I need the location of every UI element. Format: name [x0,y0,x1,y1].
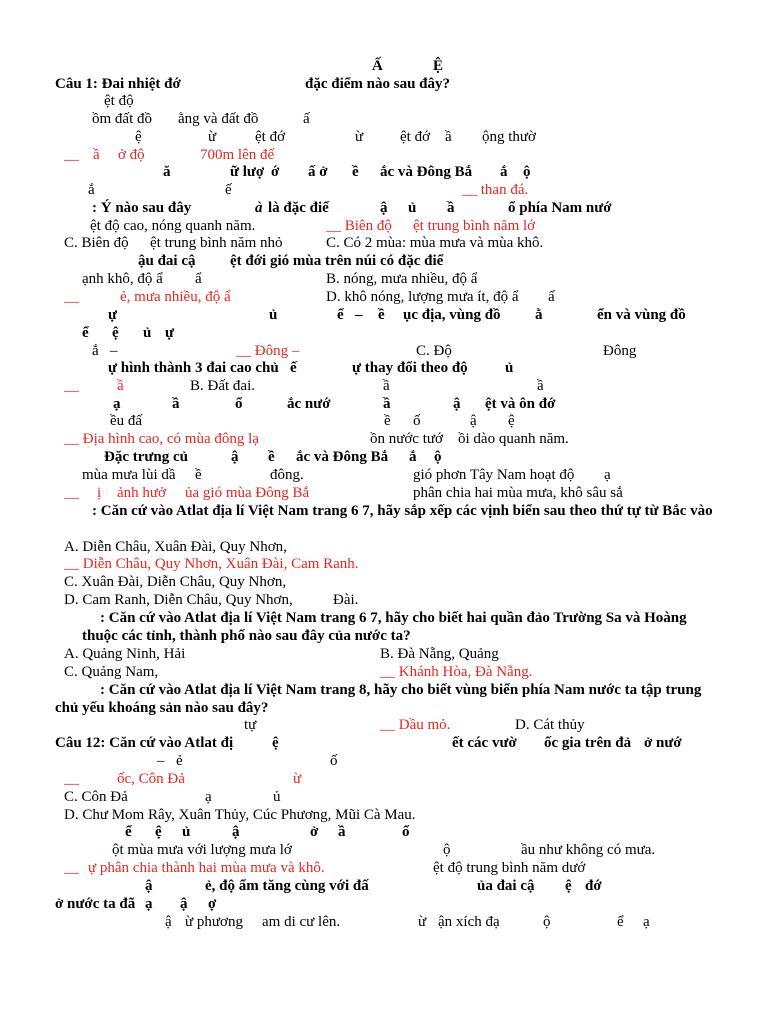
question-text: ệt đới gió mùa trên núi có đặc điể [230,253,444,269]
question-line [0,75,768,93]
question-text: ă [163,164,171,180]
option-line [0,484,768,502]
option-text: ệt đớ [255,129,286,145]
question-text: ề [352,164,359,180]
question-text: ủ [408,200,417,216]
question-text: ắ [500,164,508,180]
option-line [0,466,768,484]
option-line [0,288,768,306]
answer-text: __ Khánh Hòa, Đà Nẵng. [380,664,533,680]
question-line [0,448,768,466]
answer-text: ẻ, mưa nhiều, độ ẩ [120,289,231,305]
question-text: – [355,307,363,323]
question-text: ủ [182,824,191,840]
option-text: ầ [537,378,544,394]
option-text: B. nóng, mưa nhiều, độ ẩ [326,271,478,287]
answer-text: __ than đá. [462,182,529,198]
question-line [0,627,768,645]
question-text: ển và vùng đồ [597,307,686,323]
option-d: D. Chư Mom Rây, Xuân Thủy, Cúc Phương, Mũi Cà Mau. [64,807,416,823]
question-line [0,609,768,627]
question-text: ế [290,360,297,376]
question-text: ầ [172,396,180,412]
answer-marker: __ [64,289,79,305]
question-text: ể [82,325,89,341]
option-text: ạnh khô, độ ẩ [82,271,163,287]
option-line [0,377,768,395]
answer-line [0,770,768,788]
question-text: ậu đai cậ [138,253,196,269]
answer-text: ầ [93,147,100,163]
option-text: ột mùa mưa với lượng mưa lớ [112,842,292,858]
option-text: ủ [273,789,281,805]
question-text: ở nước ta đã [55,896,136,912]
question-text: : Căn cứ vào Atlat địa lí Việt Nam trang 6 7, hãy sắp xếp các vịnh biển sau theo thứ tự từ Bắc vào [92,503,713,519]
option-c: C. Côn Đả [64,789,128,805]
option-c: C. Xuân Đài, Diễn Châu, Quy Nhơn, [64,574,287,590]
question-text: ệ [272,735,279,751]
question-text: ệ [565,878,572,894]
question-line [0,324,768,342]
answer-line [0,146,768,164]
option-text: ầ [383,378,390,394]
option-line [0,110,768,128]
option-text: ều đấ [110,413,143,429]
option-a: A. Quảng Ninh, Hải [64,646,186,662]
answer-text: __ Biên độ [326,218,392,234]
answer-marker: __ [64,860,79,876]
answer-text: __ Địa hình cao, có mùa đông lạ [64,431,259,447]
option-text: ề [195,467,202,483]
answer-text: ảnh hưở [117,485,166,501]
option-line [0,645,768,663]
question-line [0,502,768,520]
option-line [0,430,768,448]
option-text: C. Độ [416,343,452,359]
option-text: ố [413,413,421,429]
question-text: ề [378,307,385,323]
question-text: ắc và Đông Bắ [380,164,473,180]
question-text: : Căn cứ vào Atlat địa lí Việt Nam trang 6 7, hãy cho biết hai quần đảo Trường Sa và Hoàng [100,610,687,626]
option-text: đông. [270,467,304,483]
question-text: ớ [271,164,280,180]
question-text: ổ [235,396,243,412]
option-text: ệt trung bình năm nhỏ [150,235,283,251]
option-text: ậ [470,413,477,429]
question-text: ậ [380,200,388,216]
option-text: ậ [165,914,172,930]
option-text: Đông [603,343,637,359]
option-text: tự [244,717,257,733]
option-text: ẩ [195,271,202,287]
option-text: ồn nước tướ [370,431,443,447]
question-text: ự [108,307,118,323]
option-line [0,234,768,252]
option-line [0,913,768,931]
option-text: ừ [208,129,217,145]
option-text: ồi dào quanh năm. [458,431,569,447]
option-b: B. Đà Nẵng, Quảng [380,646,499,662]
answer-marker: __ [64,378,79,394]
option-text: C. Biên độ [64,235,129,251]
option-text: gió phơn Tây Nam hoạt độ [413,467,575,483]
question-text: ự [165,325,175,341]
option-text: ồm đất đồ [92,111,152,127]
question-text: thuộc các tỉnh, thành phố nào sau đây của nước ta? [82,628,411,644]
answer-line [0,555,768,573]
option-line [0,716,768,734]
option-text: phân chia hai mùa mưa, khô sâu sắ [413,485,623,501]
question-text: ắc và Đông Bắ [296,449,389,465]
option-text: – [110,343,118,359]
answer-marker: __ [64,771,79,787]
option-line [0,412,768,430]
question-text: ự hình thành 3 đai cao chủ [108,360,279,376]
document-title [0,57,768,75]
question-text: ục địa, vùng đồ [403,307,501,323]
answer-text: ự phân chia thành hai mùa mưa và khô. [88,860,325,876]
answer-text: ủa gió mùa Đông Bắ [185,485,310,501]
question-text: ể [125,824,132,840]
question-text: ốc gia trên đả [544,735,632,751]
option-text: ừ phương [185,914,243,930]
option-text: ệ [508,413,515,429]
option-text: ắ [88,182,95,198]
question-line [0,199,768,217]
option-d: D. Cam Ranh, Diễn Châu, Quy Nhơn, [64,592,293,608]
option-line [0,270,768,288]
question-text: ạ [145,896,153,912]
option-text: mùa mưa lùi dầ [82,467,176,483]
option-text: B. Đất đai. [190,378,255,394]
option-text: ấ [303,111,310,127]
question-text: ậ [180,896,188,912]
option-line [0,573,768,591]
question-line [0,823,768,841]
answer-text: ừ [293,771,302,787]
question-text: Đặc trưng củ [104,449,188,465]
question-text: ậ [145,878,153,894]
option-line [0,591,768,609]
question-text: à [255,200,263,216]
option-text: ằng và đất đồ [178,111,259,127]
question-line [0,395,768,413]
option-line [0,538,768,556]
question-text: ể [337,307,344,323]
option-text: ộ [543,914,551,930]
option-text: – [157,753,165,769]
question-text: là đặc điể [268,200,329,216]
option-text: Đài. [333,592,359,608]
option-text: ắ [92,343,99,359]
question-text: ắc nướ [287,396,331,412]
question-text: ở [310,824,319,840]
question-text: ủ [269,307,278,323]
option-text: ệt độ cao, nóng quanh năm. [90,218,256,234]
option-text: ể [617,914,624,930]
title-fragment: Ấ [372,58,383,74]
option-line [0,663,768,681]
question-text: ầ [338,824,346,840]
answer-marker: __ [64,147,79,163]
question-line [0,163,768,181]
option-line [0,92,768,110]
question-text: ủa đai cậ [477,878,535,894]
option-line [0,342,768,360]
option-text: ế [225,182,232,198]
question-line [0,895,768,913]
option-text: D. khô nóng, lượng mưa ít, độ ẩ [326,289,519,305]
option-text: ừ [418,914,427,930]
question-text: ộ [523,164,531,180]
option-line [0,841,768,859]
question-text: ề [268,449,275,465]
answer-text: ở độ [118,147,145,163]
question-text: ậ [231,449,239,465]
question-text: ợ [208,896,217,912]
question-line [0,306,768,324]
option-text: ề [384,413,391,429]
answer-marker: __ [64,485,79,501]
answer-text: ầ [117,378,124,394]
answer-text: __ Diễn Châu, Quy Nhơn, Xuân Đài, Cam Ranh. [64,556,359,572]
answer-text: ệt trung bình năm lớ [413,218,536,234]
option-text: ộng thườ [482,129,536,145]
question-text: ự thay đổi theo độ [352,360,468,376]
question-line [0,681,768,699]
question-text: ệt và ôn đớ [485,396,556,412]
question-line [0,734,768,752]
option-line [0,181,768,199]
question-text: ầ [383,396,391,412]
question-line [0,877,768,895]
option-text: ệt đớ [400,129,431,145]
question-text: ậ [232,824,240,840]
option-text: ẻ [176,753,183,769]
question-text: ệ [155,824,162,840]
question-text: : Ý nào sau đây [92,200,192,216]
option-a: A. Diễn Châu, Xuân Đài, Quy Nhơn, [64,539,287,555]
question-text: ở nướ [644,735,682,751]
question-text: : Căn cứ vào Atlat địa lí Việt Nam trang 8, hãy cho biết vùng biển phía Nam nước ta tập trung [100,682,702,698]
answer-text: 700m lên đế [200,147,275,163]
question-text: đớ [585,878,602,894]
question-text: ấ ở [308,164,328,180]
option-text: ận xích đạ [438,914,500,930]
option-text: ầ [445,129,452,145]
option-line [0,859,768,877]
option-line [0,788,768,806]
question-text: ổ [402,824,410,840]
option-d: D. Cát thủy [515,717,585,733]
option-text: ấ [548,289,555,305]
question-text: ầ [447,200,455,216]
option-text: ạ [604,467,611,483]
question-text: chủ yếu khoáng sản nào sau đây? [55,700,269,716]
option-text: C. Có 2 mùa: mùa mưa và mùa khô. [326,235,544,251]
question-text: ạ [113,396,121,412]
option-text: ệt độ trung bình năm dướ [433,860,586,876]
option-line [0,752,768,770]
question-text: ủ [505,360,514,376]
question-line [0,252,768,270]
option-line [0,128,768,146]
option-line [0,217,768,235]
option-text: ầu như không có mưa. [521,842,656,858]
title-fragment: Ệ [433,58,444,74]
answer-text: __ Đông – [236,343,300,359]
option-text: ộ [443,842,451,858]
option-text: ạ [643,914,650,930]
question-text: ết các vườ [452,735,517,751]
answer-text: ị [97,485,102,501]
question-text: đặc điểm nào sau đây? [305,76,451,92]
answer-text: __ Dầu mỏ. [380,717,451,733]
question-text: ậ [453,396,461,412]
question-text: ệ [112,325,119,341]
option-line [0,806,768,824]
question-line [0,699,768,717]
question-line [0,359,768,377]
question-text: ắ [409,449,417,465]
option-text: ừ [355,129,364,145]
question-text: ẻ, độ ẩm tăng cùng với đấ [205,878,369,894]
answer-text: ốc, Côn Đả [117,771,185,787]
question-text: Câu 1: Đai nhiệt đớ [55,76,181,92]
option-text: am di cư lên. [262,914,341,930]
option-text: ệt độ [104,93,134,109]
question-text: ổ phía Nam nướ [508,200,612,216]
question-text: ủ [143,325,152,341]
question-text: ữ lượ [230,164,265,180]
option-c: C. Quảng Nam, [64,664,159,680]
option-text: ạ [205,789,212,805]
question-text: ằ [535,307,543,323]
question-text: ộ [434,449,442,465]
option-text: ệ [135,129,142,145]
option-text: ố [330,753,338,769]
question-text: Câu 12: Căn cứ vào Atlat đị [55,735,234,751]
